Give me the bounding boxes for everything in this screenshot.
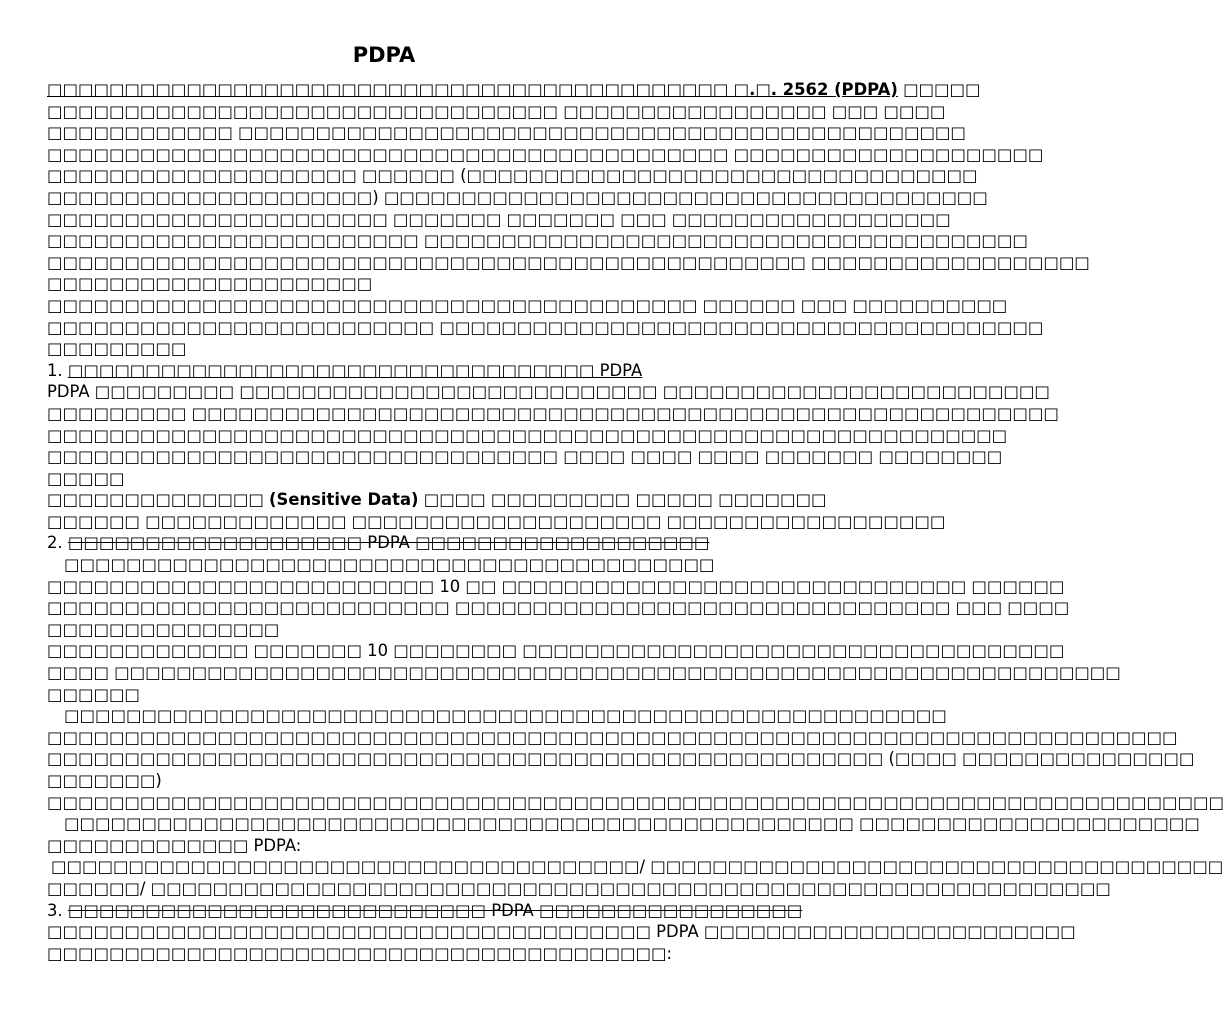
sensitive-data-term: (Sensitive Data) — [269, 490, 419, 510]
paragraph-line: □□□□□□□□□□□□□□□□□□□□□□□□□ □□□□□□□□□□□□□□□□□□□□□□□□□□□□□□□□□□□□□□□ — [47, 317, 1044, 337]
paragraph-line: □□□□□□□□□□□□□ PDPA: — [47, 835, 302, 855]
paragraph-text: □□□□ □□□□□□□□□ □□□□□ □□□□□□□ — [418, 490, 827, 510]
section-number: 1. — [47, 360, 68, 380]
paragraph-line: □□□□□□□□□□□□□□□□□□□□□□□□□□□□□□□□□□□□□□□□□□□□□□□□□□□□□□ (□□□□ □□□□□□□□□□□□□□□ — [47, 749, 1195, 769]
section-number: 3. — [47, 900, 68, 920]
paragraph-line — [47, 489, 827, 511]
paragraph-line: □□□□□□/ □□□□□□□□□□□□□□□□□□□□□□□□□□□□□□□□□□□□□□□□□□□□□□□□□□□□□□□□□□□□□□ — [47, 878, 1111, 898]
paragraph-line: □□□□□□□□□□□□□□□□□□□□□□□□□□□□□□□□□□□□□□□□: — [47, 943, 672, 963]
paragraph-text: □□□□□ — [897, 80, 981, 99]
law-name: □.□. 2562 (PDPA) — [733, 80, 898, 99]
section-heading-text: □□□□□□□□□□□□□□□□□□□□□□□□□□□ PDPA □□□□□□□□□□□□□□□□□ — [67, 900, 803, 920]
section-heading — [47, 900, 803, 922]
section-heading-text: □□□□□□□□□□□□□□□□□□□□□□□□□□□□□□□□□□ PDPA — [67, 360, 643, 380]
paragraph-line: □□□□□□□□□□□□□□□□□□□□□□□□□□□□□□□□□□□□□□□□□□□□□□□□□□□ □□□□□□□□□□□□□□□□□□□□□□ — [64, 814, 1200, 834]
paragraph-line: □□□□□□□□□□□□□□□□□□□□□□□□□ 10 □□ □□□□□□□□□□□□□□□□□□□□□□□□□□□□□□ □□□□□□ — [47, 576, 1065, 596]
paragraph-line: □□□□□□□□□□□□□□□□□□□□□□□□ □□□□□□□□□□□□□□□□□□□□□□□□□□□□□□□□□□□□□□□ — [47, 231, 1028, 251]
section-heading — [47, 360, 727, 382]
paragraph-line: □□□□□□□□□□□□□□□□□□□□□ — [47, 274, 373, 294]
paragraph-line: □□□□□□□) — [47, 771, 162, 790]
paragraph-line: □□□□□□□□□□□□□□□□□□□□□□□□□□□□□□□□□□□□□□□□□□□□□□□□□□□□□□□□□ — [64, 706, 947, 726]
paragraph-text: □□□□□□□□□□□□□□□□□□□□□□□□□□□□□□□□□□□□□□□□□□□□ — [47, 80, 734, 99]
paragraph-line: □□□□□□□□□□□□□□□□□□□□□□□□□□□□□□□□□□□□□□□□□□□□□□□□□□□□□□□□□□□□□□□□□□□□□□□□□ — [47, 727, 1178, 747]
paragraph-line: □□□□□□□□□□□□□□□□□□□□□□□□□□□□□□□□□□□□□□□□□□□□□□□□□□□□□□□□□□□□□□□□□□□□□□□□□□□□ — [47, 792, 1224, 812]
paragraph-line: □□□□□□□□□ □□□□□□□□□□□□□□□□□□□□□□□□□□□□□□□□□□□□□□□□□□□□□□□□□□□□□□□□ — [47, 403, 1059, 423]
paragraph-line: □□□□□□□□□□□□□□□□□□□□□□□□□□□□□□□□□□□□□□□ PDPA □□□□□□□□□□□□□□□□□□□□□□□□ — [47, 922, 1076, 942]
paragraph-line: □□□□□□□□□□□□□□□□□□□□□□ □□□□□□□ □□□□□□□ □□□ □□□□□□□□□□□□□□□□□□ — [47, 209, 951, 229]
paragraph-line: □□□□□□□□□□□□□□□□□□□□ □□□□□□ (□□□□□□□□□□□□□□□□□□□□□□□□□□□□□□□□□ — [47, 166, 978, 186]
paragraph-line: □□□□□□□□□□□□□ □□□□□□□ 10 □□□□□□□□ □□□□□□□□□□□□□□□□□□□□□□□□□□□□□□□□□□□ — [47, 641, 1065, 661]
paragraph-line: □□□□□□□□□□□□□□□□□□□□□□□□□□□□□□□□□□□□□□□□□□□□ □□□□□□□□□□□□□□□□□□□□ — [47, 144, 1044, 164]
paragraph-line: □□□□□□□□□□□□□□□□□□□□□□□□□□□□□□□□□□□□□□□□□□□□□□□□□ □□□□□□□□□□□□□□□□□□ — [47, 252, 1090, 272]
paragraph-line: □□□□□□□□□□□□□□□□□□□□□□□□□□□□□□□□□ □□□□□□□□□□□□□□□□□ □□□ □□□□ — [47, 101, 946, 121]
paragraph-line: □□□□□□□□□□□□ □□□□□□□□□□□□□□□□□□□□□□□□□□□□□□□□□□□□□□□□□□□□□□□ — [47, 123, 966, 143]
page-title: PDPA — [352, 43, 416, 67]
paragraph-line: □□□□□□□□□□□□□□□□□□□□□) □□□□□□□□□□□□□□□□□□□□□□□□□□□□□□□□□□□□□□□ — [47, 187, 988, 207]
paragraph-text: □□□□□□□□□□□□□□ — [47, 490, 270, 510]
paragraph-line: □□□□□ — [47, 468, 125, 488]
paragraph-line: □□□□□□□□□ — [47, 339, 187, 359]
paragraph-line: □□□□□□ — [47, 684, 140, 704]
paragraph-line: □□□□□□ □□□□□□□□□□□□□ □□□□□□□□□□□□□□□□□□□□ □□□□□□□□□□□□□□□□□□ — [47, 511, 946, 531]
paragraph-line: □□□□□□□□□□□□□□□□□□□□□□□□□□□□□□□□□□□□□□□□□□ — [64, 555, 715, 575]
paragraph-line: □□□□ □□□□□□□□□□□□□□□□□□□□□□□□□□□□□□□□□□□□□□□□□□□□□□□□□□□□□□□□□□□□□□□□□ — [47, 663, 1121, 683]
section-number: 2. — [47, 533, 68, 553]
section-heading-text: □□□□□□□□□□□□□□□□□□□ PDPA □□□□□□□□□□□□□□□□□□□ — [67, 533, 710, 553]
paragraph-line: □□□□□□□□□□□□□□□□□□□□□□□□□□□□□□□□□□□□□□/ □□□□□□□□□□□□□□□□□□□□□□□□□□□□□□□□□□□□□ — [51, 857, 1224, 877]
paragraph-line: □□□□□□□□□□□□□□□□□□□□□□□□□□□□□□□□□ □□□□ □□□□ □□□□ □□□□□□□ □□□□□□□□ — [47, 447, 1003, 467]
paragraph-line: PDPA □□□□□□□□□ □□□□□□□□□□□□□□□□□□□□□□□□□□□ □□□□□□□□□□□□□□□□□□□□□□□□□ — [47, 382, 1050, 402]
paragraph-line — [47, 79, 981, 101]
section-heading — [47, 532, 727, 554]
document-body — [47, 79, 1224, 964]
paragraph-line: □□□□□□□□□□□□□□□□□□□□□□□□□□□□□□□□□□□□□□□□□□ □□□□□□ □□□ □□□□□□□□□□ — [47, 295, 1008, 315]
paragraph-line: □□□□□□□□□□□□□□□□□□□□□□□□□□□□□□□□□□□□□□□□□□□□□□□□□□□□□□□□□□□□□□ — [47, 425, 1008, 445]
paragraph-line: □□□□□□□□□□□□□□□□□□□□□□□□□□ □□□□□□□□□□□□□□□□□□□□□□□□□□□□□□□□ □□□ □□□□ — [47, 598, 1070, 618]
paragraph-line: □□□□□□□□□□□□□□□ — [47, 619, 280, 639]
